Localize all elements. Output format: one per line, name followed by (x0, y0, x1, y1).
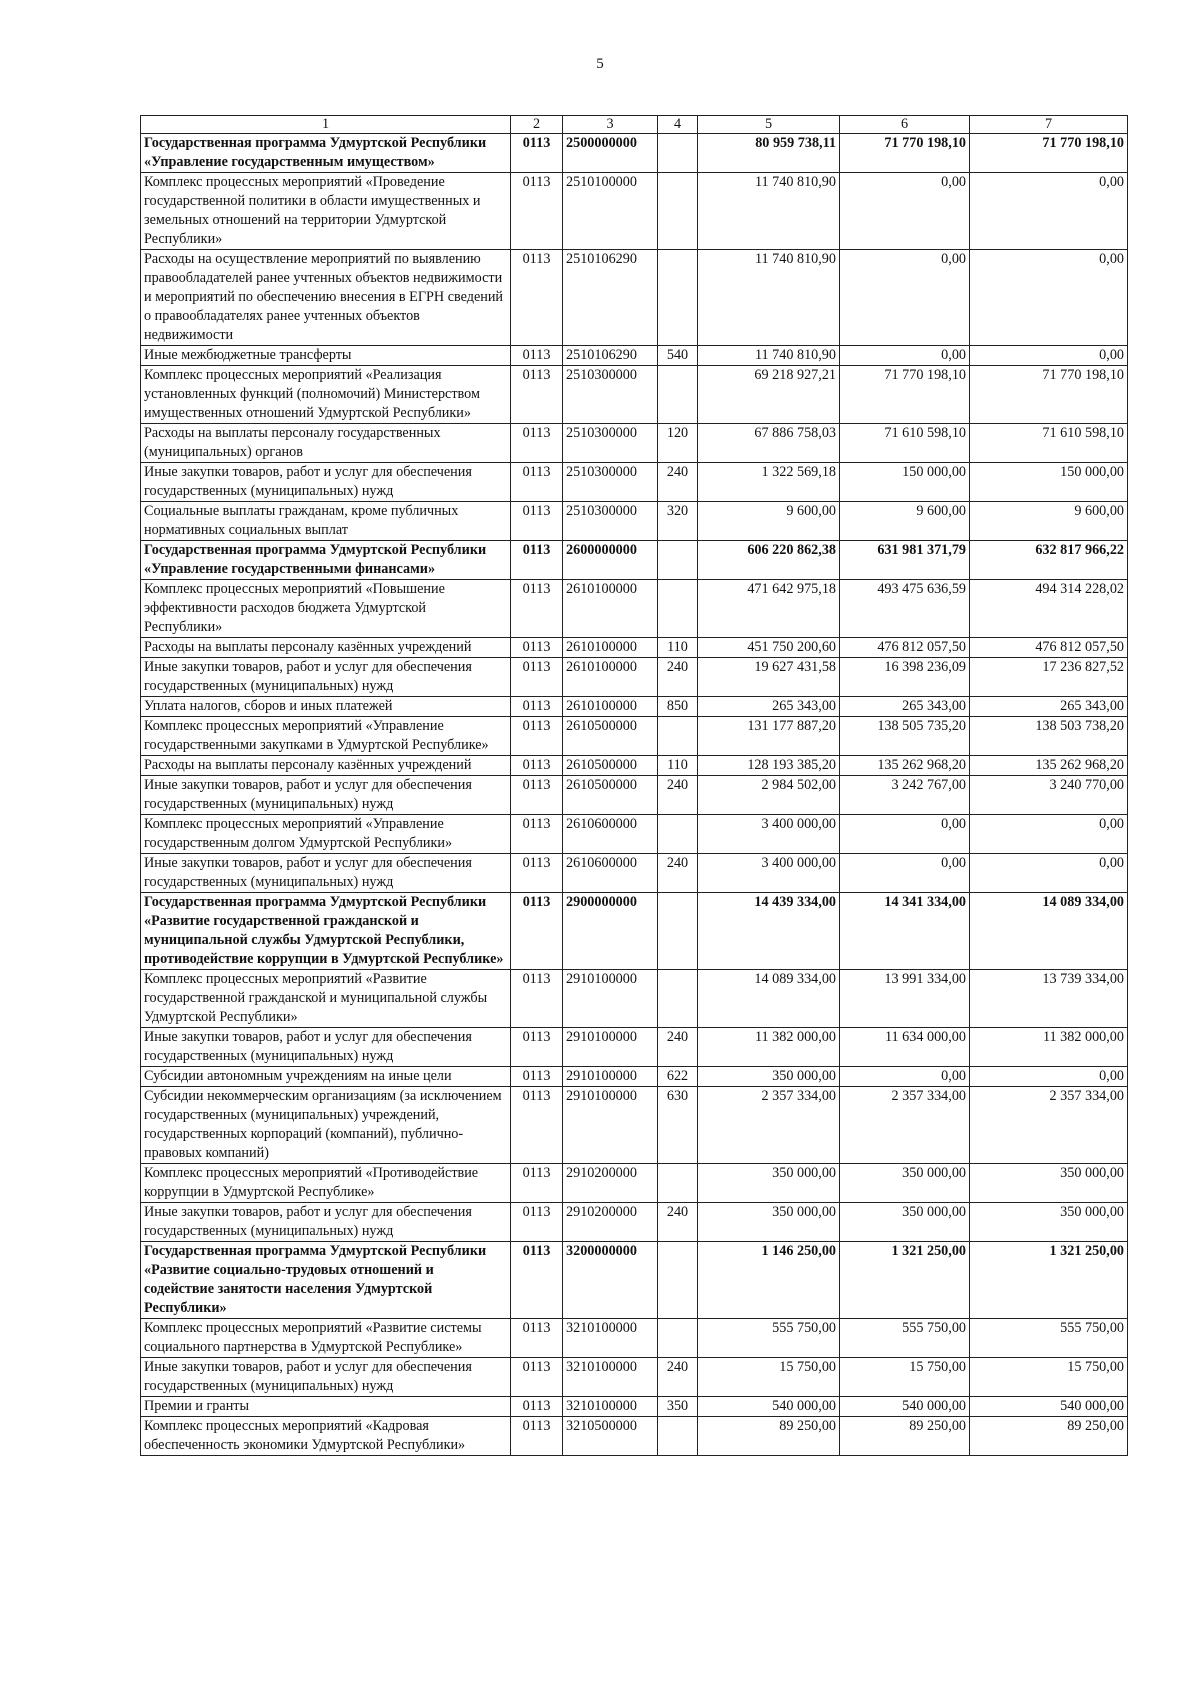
target-article-code: 2610100000 (563, 638, 658, 658)
expense-type-code (658, 541, 698, 580)
amount-year-2: 3 242 767,00 (840, 776, 970, 815)
amount-year-1: 128 193 385,20 (698, 756, 840, 776)
program-row (141, 541, 1128, 580)
expense-type-code: 240 (658, 854, 698, 893)
amount-year-3: 0,00 (970, 250, 1128, 346)
amount-year-1: 11 382 000,00 (698, 1028, 840, 1067)
section-code: 0113 (511, 346, 563, 366)
amount-year-2: 0,00 (840, 815, 970, 854)
section-code: 0113 (511, 815, 563, 854)
amount-year-1: 540 000,00 (698, 1397, 840, 1417)
table-row (141, 424, 1128, 463)
target-article-code: 2510106290 (563, 346, 658, 366)
amount-year-2: 0,00 (840, 173, 970, 250)
table-row (141, 463, 1128, 502)
amount-year-2: 71 610 598,10 (840, 424, 970, 463)
section-code: 0113 (511, 250, 563, 346)
row-name: Комплекс процессных мероприятий «Управление государственными закупками в Удмуртской Республике» (141, 717, 511, 756)
amount-year-3: 150 000,00 (970, 463, 1128, 502)
amount-year-2: 0,00 (840, 1067, 970, 1087)
amount-year-2: 0,00 (840, 854, 970, 893)
target-article-code: 2510300000 (563, 424, 658, 463)
amount-year-2: 138 505 735,20 (840, 717, 970, 756)
amount-year-1: 350 000,00 (698, 1203, 840, 1242)
expense-type-code: 350 (658, 1397, 698, 1417)
amount-year-1: 9 600,00 (698, 502, 840, 541)
amount-year-3: 0,00 (970, 1067, 1128, 1087)
amount-year-3: 15 750,00 (970, 1358, 1128, 1397)
target-article-code: 2610500000 (563, 776, 658, 815)
table-row (141, 1087, 1128, 1164)
column-header: 6 (840, 116, 970, 134)
section-code: 0113 (511, 541, 563, 580)
table-header-row (141, 116, 1128, 134)
table-row (141, 1319, 1128, 1358)
target-article-code: 3210100000 (563, 1397, 658, 1417)
amount-year-3: 138 503 738,20 (970, 717, 1128, 756)
amount-year-1: 67 886 758,03 (698, 424, 840, 463)
target-article-code: 2610600000 (563, 815, 658, 854)
section-code: 0113 (511, 424, 563, 463)
target-article-code: 2510300000 (563, 366, 658, 424)
amount-year-1: 14 089 334,00 (698, 970, 840, 1028)
table-row (141, 1164, 1128, 1203)
table-row (141, 366, 1128, 424)
amount-year-3: 350 000,00 (970, 1203, 1128, 1242)
target-article-code: 2910200000 (563, 1164, 658, 1203)
amount-year-1: 69 218 927,21 (698, 366, 840, 424)
expense-type-code: 120 (658, 424, 698, 463)
expense-type-code (658, 366, 698, 424)
table-row (141, 697, 1128, 717)
row-name: Социальные выплаты гражданам, кроме публичных нормативных социальных выплат (141, 502, 511, 541)
section-code: 0113 (511, 697, 563, 717)
amount-year-3: 0,00 (970, 854, 1128, 893)
amount-year-1: 555 750,00 (698, 1319, 840, 1358)
section-code: 0113 (511, 502, 563, 541)
row-name: Комплекс процессных мероприятий «Управление государственным долгом Удмуртской Республики» (141, 815, 511, 854)
amount-year-2: 555 750,00 (840, 1319, 970, 1358)
target-article-code: 2910100000 (563, 1028, 658, 1067)
amount-year-3: 13 739 334,00 (970, 970, 1128, 1028)
expense-type-code: 240 (658, 1203, 698, 1242)
amount-year-3: 71 770 198,10 (970, 366, 1128, 424)
target-article-code: 3210100000 (563, 1319, 658, 1358)
amount-year-3: 265 343,00 (970, 697, 1128, 717)
expense-type-code (658, 970, 698, 1028)
target-article-code: 2510100000 (563, 173, 658, 250)
section-code: 0113 (511, 776, 563, 815)
amount-year-3: 1 321 250,00 (970, 1242, 1128, 1319)
row-name: Расходы на осуществление мероприятий по выявлению правообладателей ранее учтенных объектов недвижимости и мероприятий по обеспечению внесения в ЕГРН сведений о правообладателях ранее учтенных объектов недвижимости (141, 250, 511, 346)
amount-year-1: 14 439 334,00 (698, 893, 840, 970)
amount-year-2: 16 398 236,09 (840, 658, 970, 697)
table-row (141, 250, 1128, 346)
table-row (141, 173, 1128, 250)
program-row (141, 1242, 1128, 1319)
row-name: Государственная программа Удмуртской Республики «Развитие государственной гражданской и муниципальной службы Удмуртской Республики, противодействие коррупции в Удмуртской Республике» (141, 893, 511, 970)
row-name: Государственная программа Удмуртской Республики «Управление государственными финансами» (141, 541, 511, 580)
expense-type-code (658, 815, 698, 854)
section-code: 0113 (511, 1358, 563, 1397)
table-row (141, 776, 1128, 815)
amount-year-2: 135 262 968,20 (840, 756, 970, 776)
amount-year-3: 3 240 770,00 (970, 776, 1128, 815)
amount-year-1: 80 959 738,11 (698, 134, 840, 173)
target-article-code: 2510300000 (563, 463, 658, 502)
amount-year-2: 150 000,00 (840, 463, 970, 502)
amount-year-3: 9 600,00 (970, 502, 1128, 541)
amount-year-3: 0,00 (970, 346, 1128, 366)
amount-year-1: 451 750 200,60 (698, 638, 840, 658)
amount-year-3: 632 817 966,22 (970, 541, 1128, 580)
target-article-code: 2610100000 (563, 697, 658, 717)
amount-year-1: 15 750,00 (698, 1358, 840, 1397)
expense-type-code (658, 173, 698, 250)
section-code: 0113 (511, 854, 563, 893)
table-row (141, 1067, 1128, 1087)
table-row (141, 658, 1128, 697)
column-header: 4 (658, 116, 698, 134)
amount-year-2: 540 000,00 (840, 1397, 970, 1417)
section-code: 0113 (511, 580, 563, 638)
target-article-code: 2900000000 (563, 893, 658, 970)
amount-year-2: 631 981 371,79 (840, 541, 970, 580)
section-code: 0113 (511, 1067, 563, 1087)
table-row (141, 1028, 1128, 1067)
section-code: 0113 (511, 1397, 563, 1417)
section-code: 0113 (511, 463, 563, 502)
expense-type-code: 110 (658, 638, 698, 658)
budget-table (140, 115, 1128, 1456)
amount-year-2: 0,00 (840, 346, 970, 366)
row-name: Государственная программа Удмуртской Республики «Управление государственным имуществом» (141, 134, 511, 173)
column-header: 3 (563, 116, 658, 134)
amount-year-1: 131 177 887,20 (698, 717, 840, 756)
expense-type-code: 540 (658, 346, 698, 366)
amount-year-3: 350 000,00 (970, 1164, 1128, 1203)
expense-type-code: 622 (658, 1067, 698, 1087)
expense-type-code (658, 1319, 698, 1358)
section-code: 0113 (511, 1242, 563, 1319)
amount-year-3: 14 089 334,00 (970, 893, 1128, 970)
amount-year-3: 11 382 000,00 (970, 1028, 1128, 1067)
amount-year-1: 11 740 810,90 (698, 173, 840, 250)
expense-type-code (658, 580, 698, 638)
row-name: Комплекс процессных мероприятий «Развитие системы социального партнерства в Удмуртской Республике» (141, 1319, 511, 1358)
section-code: 0113 (511, 1203, 563, 1242)
amount-year-2: 0,00 (840, 250, 970, 346)
table-row (141, 638, 1128, 658)
section-code: 0113 (511, 134, 563, 173)
target-article-code: 2610500000 (563, 717, 658, 756)
table-row (141, 717, 1128, 756)
amount-year-3: 555 750,00 (970, 1319, 1128, 1358)
row-name: Иные закупки товаров, работ и услуг для обеспечения государственных (муниципальных) нужд (141, 1028, 511, 1067)
amount-year-1: 606 220 862,38 (698, 541, 840, 580)
section-code: 0113 (511, 658, 563, 697)
amount-year-2: 493 475 636,59 (840, 580, 970, 638)
expense-type-code (658, 1417, 698, 1456)
amount-year-1: 471 642 975,18 (698, 580, 840, 638)
table-row (141, 854, 1128, 893)
amount-year-3: 0,00 (970, 173, 1128, 250)
amount-year-1: 11 740 810,90 (698, 346, 840, 366)
section-code: 0113 (511, 638, 563, 658)
amount-year-1: 89 250,00 (698, 1417, 840, 1456)
target-article-code: 2500000000 (563, 134, 658, 173)
target-article-code: 3200000000 (563, 1242, 658, 1319)
expense-type-code: 850 (658, 697, 698, 717)
target-article-code: 3210500000 (563, 1417, 658, 1456)
row-name: Расходы на выплаты персоналу казённых учреждений (141, 638, 511, 658)
amount-year-3: 135 262 968,20 (970, 756, 1128, 776)
page-number: 5 (596, 56, 604, 72)
section-code: 0113 (511, 366, 563, 424)
table-row (141, 580, 1128, 638)
section-code: 0113 (511, 717, 563, 756)
target-article-code: 2910100000 (563, 1067, 658, 1087)
amount-year-1: 11 740 810,90 (698, 250, 840, 346)
amount-year-2: 13 991 334,00 (840, 970, 970, 1028)
row-name: Государственная программа Удмуртской Республики «Развитие социально-трудовых отношений и содействие занятости населения Удмуртской Республики» (141, 1242, 511, 1319)
expense-type-code (658, 893, 698, 970)
expense-type-code (658, 134, 698, 173)
amount-year-2: 2 357 334,00 (840, 1087, 970, 1164)
row-name: Расходы на выплаты персоналу государственных (муниципальных) органов (141, 424, 511, 463)
target-article-code: 2910100000 (563, 1087, 658, 1164)
expense-type-code: 240 (658, 658, 698, 697)
row-name: Субсидии некоммерческим организациям (за исключением государственных (муниципальных) учреждений, государственных корпораций (компаний), публично-правовых компаний) (141, 1087, 511, 1164)
section-code: 0113 (511, 1028, 563, 1067)
amount-year-1: 350 000,00 (698, 1067, 840, 1087)
amount-year-1: 1 146 250,00 (698, 1242, 840, 1319)
amount-year-2: 350 000,00 (840, 1203, 970, 1242)
amount-year-2: 350 000,00 (840, 1164, 970, 1203)
expense-type-code (658, 1164, 698, 1203)
row-name: Субсидии автономным учреждениям на иные цели (141, 1067, 511, 1087)
target-article-code: 2510106290 (563, 250, 658, 346)
amount-year-3: 494 314 228,02 (970, 580, 1128, 638)
amount-year-3: 476 812 057,50 (970, 638, 1128, 658)
section-code: 0113 (511, 1319, 563, 1358)
row-name: Иные закупки товаров, работ и услуг для обеспечения государственных (муниципальных) нужд (141, 1203, 511, 1242)
row-name: Иные закупки товаров, работ и услуг для обеспечения государственных (муниципальных) нужд (141, 1358, 511, 1397)
column-header: 2 (511, 116, 563, 134)
target-article-code: 2610100000 (563, 658, 658, 697)
amount-year-1: 3 400 000,00 (698, 815, 840, 854)
expense-type-code: 240 (658, 1358, 698, 1397)
row-name: Иные закупки товаров, работ и услуг для обеспечения государственных (муниципальных) нужд (141, 658, 511, 697)
row-name: Комплекс процессных мероприятий «Кадровая обеспеченность экономики Удмуртской Республики» (141, 1417, 511, 1456)
amount-year-3: 0,00 (970, 815, 1128, 854)
table-row (141, 346, 1128, 366)
table-row (141, 1397, 1128, 1417)
expense-type-code (658, 717, 698, 756)
expense-type-code (658, 1242, 698, 1319)
row-name: Премии и гранты (141, 1397, 511, 1417)
expense-type-code: 240 (658, 1028, 698, 1067)
column-header: 7 (970, 116, 1128, 134)
expense-type-code: 110 (658, 756, 698, 776)
row-name: Комплекс процессных мероприятий «Развитие государственной гражданской и муниципальной службы Удмуртской Республики» (141, 970, 511, 1028)
column-header: 5 (698, 116, 840, 134)
target-article-code: 2600000000 (563, 541, 658, 580)
expense-type-code (658, 250, 698, 346)
table-row (141, 815, 1128, 854)
amount-year-3: 17 236 827,52 (970, 658, 1128, 697)
section-code: 0113 (511, 1164, 563, 1203)
program-row (141, 134, 1128, 173)
amount-year-2: 71 770 198,10 (840, 366, 970, 424)
amount-year-3: 540 000,00 (970, 1397, 1128, 1417)
row-name: Комплекс процессных мероприятий «Противодействие коррупции в Удмуртской Республике» (141, 1164, 511, 1203)
expense-type-code: 630 (658, 1087, 698, 1164)
expense-type-code: 240 (658, 776, 698, 815)
amount-year-1: 3 400 000,00 (698, 854, 840, 893)
row-name: Иные закупки товаров, работ и услуг для обеспечения государственных (муниципальных) нужд (141, 854, 511, 893)
row-name: Иные закупки товаров, работ и услуг для обеспечения государственных (муниципальных) нужд (141, 463, 511, 502)
amount-year-2: 476 812 057,50 (840, 638, 970, 658)
table-row (141, 756, 1128, 776)
amount-year-2: 89 250,00 (840, 1417, 970, 1456)
amount-year-2: 9 600,00 (840, 502, 970, 541)
target-article-code: 2610600000 (563, 854, 658, 893)
table-row (141, 1417, 1128, 1456)
row-name: Комплекс процессных мероприятий «Реализация установленных функций (полномочий) Министерством имущественных отношений Удмуртской Республики» (141, 366, 511, 424)
expense-type-code: 240 (658, 463, 698, 502)
target-article-code: 2610500000 (563, 756, 658, 776)
table-body (141, 134, 1128, 1456)
row-name: Иные межбюджетные трансферты (141, 346, 511, 366)
section-code: 0113 (511, 893, 563, 970)
amount-year-1: 1 322 569,18 (698, 463, 840, 502)
table-row (141, 970, 1128, 1028)
row-name: Комплекс процессных мероприятий «Проведение государственной политики в области имущественных и земельных отношений на территории Удмуртской Республики» (141, 173, 511, 250)
amount-year-2: 15 750,00 (840, 1358, 970, 1397)
target-article-code: 2910100000 (563, 970, 658, 1028)
row-name: Иные закупки товаров, работ и услуг для обеспечения государственных (муниципальных) нужд (141, 776, 511, 815)
amount-year-3: 89 250,00 (970, 1417, 1128, 1456)
target-article-code: 2510300000 (563, 502, 658, 541)
expense-type-code: 320 (658, 502, 698, 541)
amount-year-1: 2 984 502,00 (698, 776, 840, 815)
program-row (141, 893, 1128, 970)
target-article-code: 3210100000 (563, 1358, 658, 1397)
section-code: 0113 (511, 1087, 563, 1164)
target-article-code: 2610100000 (563, 580, 658, 638)
amount-year-2: 11 634 000,00 (840, 1028, 970, 1067)
column-header: 1 (141, 116, 511, 134)
amount-year-3: 71 610 598,10 (970, 424, 1128, 463)
amount-year-1: 265 343,00 (698, 697, 840, 717)
amount-year-2: 71 770 198,10 (840, 134, 970, 173)
section-code: 0113 (511, 970, 563, 1028)
table-row (141, 1203, 1128, 1242)
amount-year-3: 2 357 334,00 (970, 1087, 1128, 1164)
amount-year-1: 350 000,00 (698, 1164, 840, 1203)
row-name: Расходы на выплаты персоналу казённых учреждений (141, 756, 511, 776)
amount-year-2: 14 341 334,00 (840, 893, 970, 970)
amount-year-1: 2 357 334,00 (698, 1087, 840, 1164)
section-code: 0113 (511, 173, 563, 250)
amount-year-2: 265 343,00 (840, 697, 970, 717)
row-name: Комплекс процессных мероприятий «Повышение эффективности расходов бюджета Удмуртской Республики» (141, 580, 511, 638)
amount-year-2: 1 321 250,00 (840, 1242, 970, 1319)
table-row (141, 1358, 1128, 1397)
section-code: 0113 (511, 1417, 563, 1456)
amount-year-1: 19 627 431,58 (698, 658, 840, 697)
amount-year-3: 71 770 198,10 (970, 134, 1128, 173)
table-row (141, 502, 1128, 541)
row-name: Уплата налогов, сборов и иных платежей (141, 697, 511, 717)
section-code: 0113 (511, 756, 563, 776)
target-article-code: 2910200000 (563, 1203, 658, 1242)
